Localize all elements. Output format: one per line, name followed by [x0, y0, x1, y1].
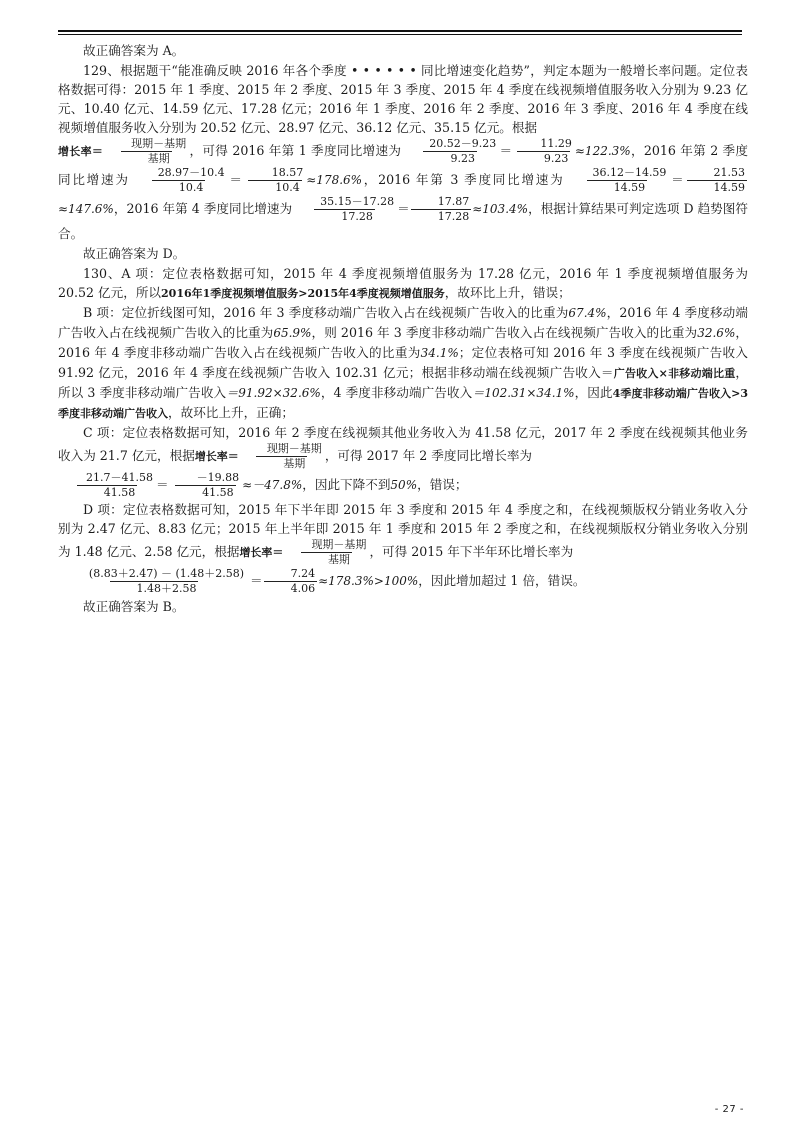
- page-number: - 27 -: [714, 1104, 744, 1115]
- c-value-50: 50%: [390, 478, 418, 492]
- b-q3-calc: ＝91.92×32.6%: [226, 386, 321, 400]
- d-growth-formula: $\frac{\text{现期－基期}}{\text{基期}}$: [284, 538, 368, 567]
- q1-frac: $\frac{20.52-9.23}{9.23}$: [402, 137, 498, 166]
- q4-frac-simplified: $\frac{17.87}{17.28}$: [411, 195, 472, 224]
- b-value-326: 32.6%: [697, 326, 736, 340]
- option-a-expression: 2016年1季度视频增值服务>2015年4季度视频增值服务: [161, 287, 445, 300]
- q130-option-b: B 项：定位折线图可知，2016 年 3 季度移动端广告收入占在线视频广告收入的比重为67.4%，2016 年 4 季度移动端广告收入占在线视频广告收入的比重为65.9%，则 2016 年 3 季度非移动端广告收入占在线视频广告收入的比重为32.6%，2016 年 4 季度非移动端广告收入占在线视频广告收入的比重为34.1%；定位表格可知 2016 年 3 季度在线视频广告收入 91.92 亿元，2016 年 4 季度在线视频广告收入 102.31 亿元；根据非移动端在线视频广告收入＝广告收入×非移动端比重，所以 3 季度非移动端广告收入＝91.92×32.6%，4 季度非移动端广告收入＝102.31×34.1%，因此4季度非移动端广告收入>3季度非移动端广告收入，故环比上升，正确；: [58, 305, 749, 420]
- q129-answer: 故正确答案为 D。: [83, 246, 186, 261]
- q129-intro: 129、根据题干“能准确反映 2016 年各个季度 • • • • • • 同比增速变化趋势”，判定本题为一般增长率问题。定位表格数据可得：2015 年 1 季度、2015 年 2 季度、2015 年 3 季度、2015 年 4 季度在线视频增值服务收入分别为 9.23 亿元、10.40 亿元、14.59 亿元、17.28 亿元；2016 年 1 季度、2016 年 2 季度、2016 年 3 季度、2016 年 4 季度在线视频增值服务收入分别为 20.52 亿元、28.97 亿元、36.12 亿元、35.15 亿元。根据: [58, 63, 748, 135]
- b-formula: 广告收入×非移动端比重: [613, 367, 736, 380]
- q130-option-c: C 项：定位表格数据可知，2016 年 2 季度在线视频其他业务收入为 41.58 亿元，2017 年 2 季度在线视频其他业务收入为 21.7 亿元，根据增长率＝ $\frac{\text{现期－基期}}{\text{基期}}$ ，可得 2017 年 2 季度同比增长率为 $\frac{21.7-41.58}{41.58}$ ＝ $\frac{-19.88}{41.58}$ ≈－47.8%，因此下降不到50%，错误；: [58, 425, 748, 499]
- c-growth-formula: $\frac{\text{现期－基期}}{\text{基期}}$: [240, 442, 324, 471]
- q2-frac-simplified: $\frac{18.57}{10.4}$: [245, 166, 306, 195]
- d-frac-simplified: $\frac{7.24}{4.06}$: [264, 567, 318, 596]
- b-value-674: 67.4%: [568, 306, 607, 320]
- header-rule-thin: [58, 34, 742, 35]
- q3-frac: $\frac{36.12-14.59}{14.59}$: [565, 166, 668, 195]
- q3-result: ≈147.6%: [58, 202, 114, 216]
- c-frac-simplified: $\frac{-19.88}{41.58}$: [170, 471, 242, 500]
- b-value-341: 34.1%: [420, 346, 459, 360]
- q130-option-a: 130、A 项：定位表格数据可知，2015 年 4 季度视频增值服务为 17.28 亿元，2016 年 1 季度视频增值服务为 20.52 亿元，所以2016年1季度视频增值服务>2015年4季度视频增值服务，故环比上升，错误；: [58, 266, 748, 300]
- q2-frac: $\frac{28.97-10.4}{10.4}$: [131, 166, 227, 195]
- growth-formula-lhs: 增长率＝: [58, 145, 104, 158]
- page-content: [58, 40, 748, 617]
- b-conclusion-expr: 4季度非移动端广告收入>3季度非移动端广告收入: [58, 387, 748, 420]
- q4-result: ≈103.4%: [472, 202, 529, 216]
- q130-option-d: D 项：定位表格数据可知，2015 年下半年即 2015 年 3 季度和 2015 年 4 季度之和，在线视频版权分销业务收入分别为 2.47 亿元、8.83 亿元；2015 年上半年即 2015 年 1 季度和 2015 年 2 季度之和，在线视频版权分销业务收入分别为 1.48 亿元、2.58 亿元，根据增长率＝ $\frac{\text{现期－基期}}{\text{基期}}$ ，可得 2015 年下半年环比增长率为 $\frac{(8.83+2.47) - (1.48+2.58)}{1.48+2.58}$ ＝ $\frac{7.24}{4.06}$ ≈178.3%>100%，因此增加超过 1 倍，错误。: [58, 502, 748, 595]
- b-value-659: 65.9%: [273, 326, 312, 340]
- q1-frac-simplified: $\frac{11.29}{9.23}$: [513, 137, 574, 166]
- growth-formula-fraction: $\frac{\text{现期－基期}}{\text{基期}}$: [104, 137, 188, 166]
- b-q4-calc: ＝102.31×34.1%: [472, 386, 575, 400]
- q1-result: ≈122.3%: [574, 144, 631, 158]
- header-rule: [58, 30, 742, 32]
- c-frac: $\frac{21.7-41.58}{41.58}$: [59, 471, 155, 500]
- q3-frac-simplified: $\frac{21.53}{14.59}$: [687, 166, 748, 195]
- q130-answer: 故正确答案为 B。: [83, 599, 185, 614]
- q128-answer: 故正确答案为 A。: [83, 43, 185, 58]
- d-frac: $\frac{(8.83+2.47) - (1.48+2.58)}{1.48+2.58}$: [88, 567, 245, 595]
- q129-paragraph: 129、根据题干“能准确反映 2016 年各个季度 • • • • • • 同比增速变化趋势”，判定本题为一般增长率问题。定位表格数据可得：2015 年 1 季度、2015 年 2 季度、2015 年 3 季度、2015 年 4 季度在线视频增值服务收入分别为 9.23 亿元、10.40 亿元、14.59 亿元、17.28 亿元；2016 年 1 季度、2016 年 2 季度、2016 年 3 季度、2016 年 4 季度在线视频增值服务收入分别为 20.52 亿元、28.97 亿元、36.12 亿元、35.15 亿元。根据 增长率＝ $\frac{\text{现期－基期}}{\text{基期}}$ ，可得 2016 年第 1 季度同比增速为 $\frac{20.52-9.23}{9.23}$ ＝ $\frac{11.29}{9.23}$ ≈122.3%，2016 年第 2 季度同比增速为 $\frac{28.97-10.4}{10.4}$ ＝ $\frac{18.57}{10.4}$ ≈178.6%，2016 年第 3 季度同比增速为 $\frac{36.12-14.59}{14.59}$ ＝ $\frac{21.53}{14.59}$ ≈147.6%，2016 年第 4 季度同比增速为 $\frac{35.15-17.28}{17.28}$ ＝ $\frac{17.87}{17.28}$ ≈103.4%，根据计算结果可判定选项 D 趋势图符合。: [58, 63, 749, 241]
- c-result: ≈－47.8%: [242, 478, 303, 492]
- d-result: ≈178.3%>100%: [318, 574, 419, 588]
- q4-frac: $\frac{35.15-17.28}{17.28}$: [293, 195, 396, 224]
- q2-result: ≈178.6%: [306, 173, 363, 187]
